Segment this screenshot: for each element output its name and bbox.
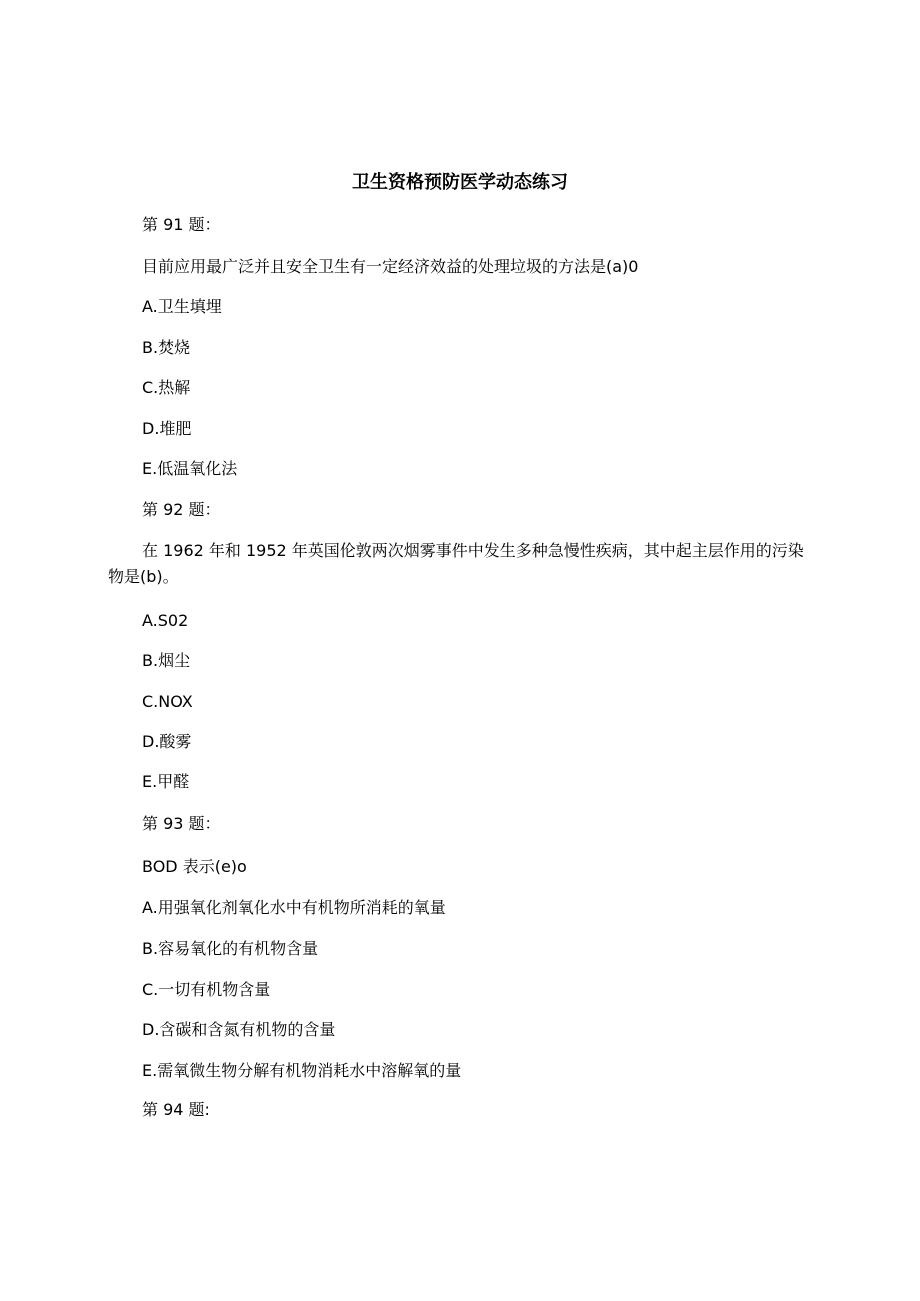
question-91-option-d: D.堆肥 xyxy=(142,419,192,438)
question-91-stem: 目前应用最广泛并且安全卫生有一定经济效益的处理垃圾的方法是(a)0 xyxy=(142,257,639,276)
question-91-option-c: C.热解 xyxy=(142,378,191,397)
question-93-option-d: D.含碳和含氮有机物的含量 xyxy=(142,1020,336,1039)
question-91-heading: 第 91 题： xyxy=(142,215,221,234)
question-92-stem: 在 1962 年和 1952 年英国伦敦两次烟雾事件中发生多种急慢性疾病，其中起主层作用的污染物是(b)。 xyxy=(108,541,804,586)
question-91-option-b: B.焚烧 xyxy=(142,338,191,357)
question-91-option-e: E.低温氧化法 xyxy=(142,459,238,478)
question-93-option-b: B.容易氧化的有机物含量 xyxy=(142,939,319,958)
question-92-option-c: C.NOX xyxy=(142,692,193,711)
question-93-heading: 第 93 题： xyxy=(142,814,221,833)
question-92-heading: 第 92 题： xyxy=(142,500,221,519)
question-92-option-e: E.甲醛 xyxy=(142,772,190,791)
question-92-option-a: A.S02 xyxy=(142,611,189,630)
question-92-option-d: D.酸雾 xyxy=(142,732,192,751)
question-93-option-a: A.用强氧化剂氧化水中有机物所消耗的氧量 xyxy=(142,898,446,917)
question-93-stem: BOD 表示(e)o xyxy=(142,857,247,876)
question-91-option-a: A.卫生填埋 xyxy=(142,297,222,316)
document-title: 卫生资格预防医学动态练习 xyxy=(352,172,568,193)
question-92-option-b: B.烟尘 xyxy=(142,651,191,670)
question-93-option-c: C.一切有机物含量 xyxy=(142,980,271,999)
question-93-option-e: E.需氧微生物分解有机物消耗水中溶解氧的量 xyxy=(142,1061,462,1080)
question-94-heading: 第 94 题: xyxy=(142,1100,210,1119)
